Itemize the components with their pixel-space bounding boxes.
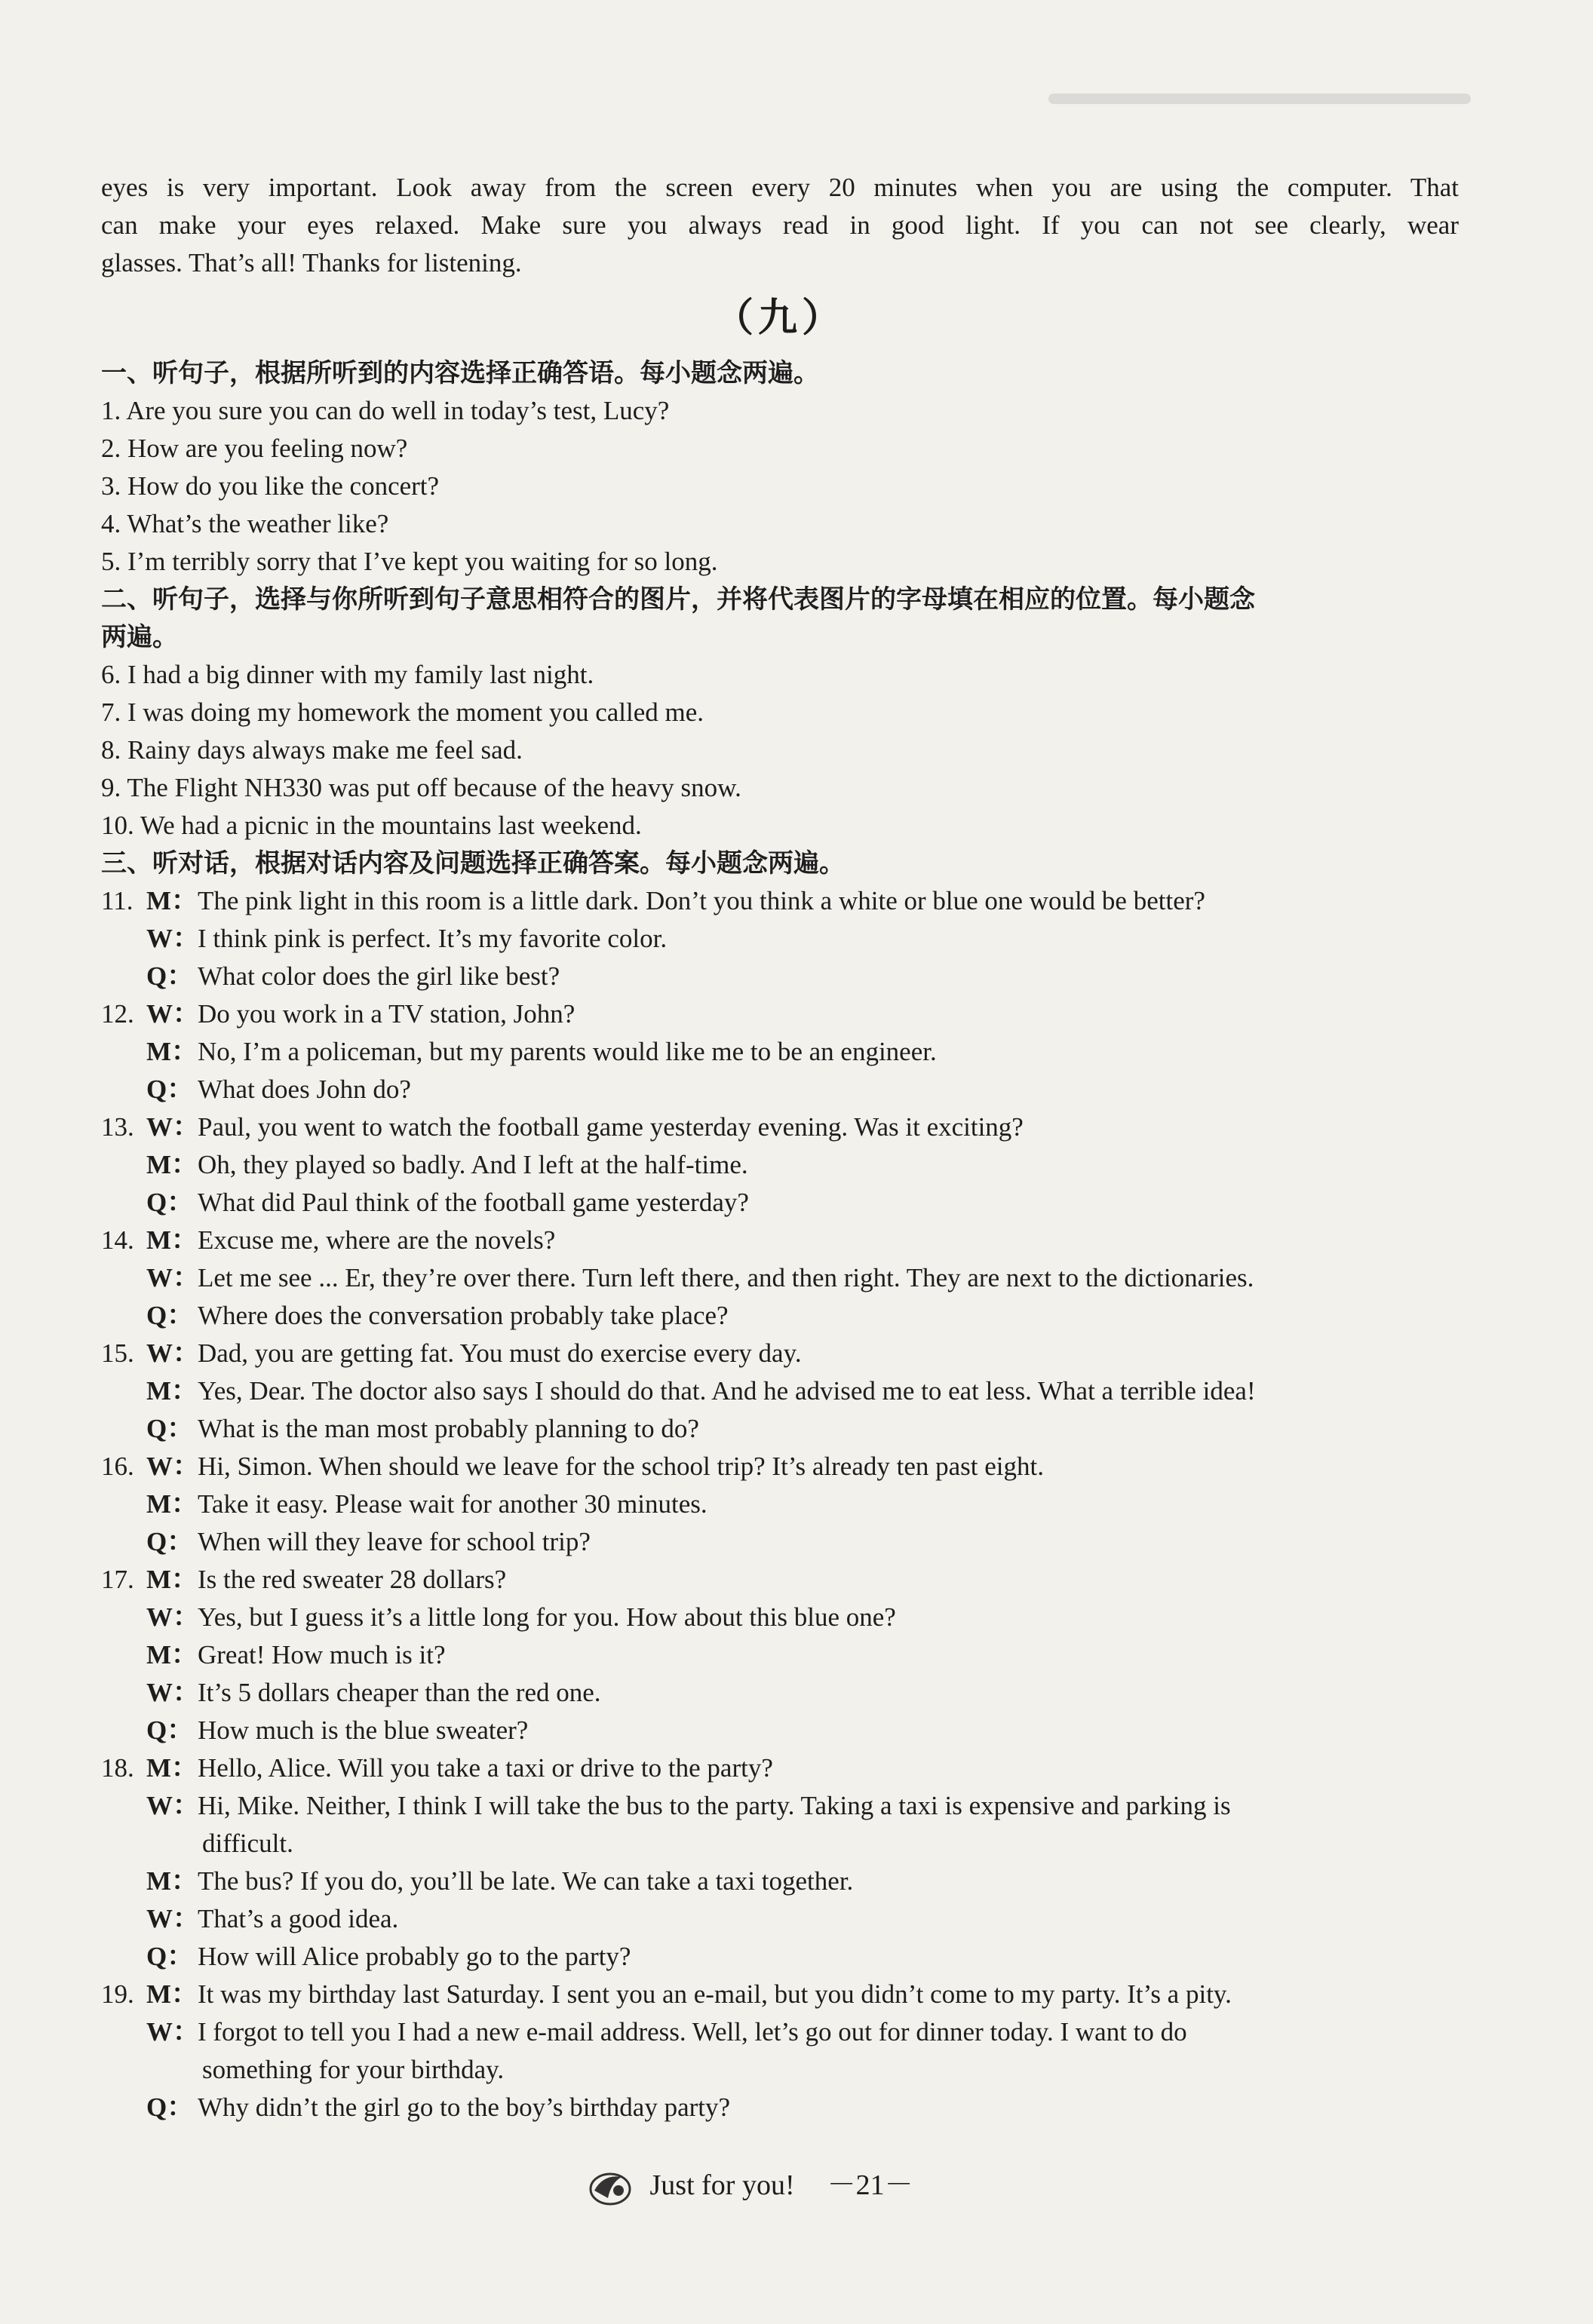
dialogue-line bbox=[101, 920, 1459, 958]
speaker-label: M： bbox=[146, 1565, 198, 1594]
dialogue-text: What color does the girl like best? bbox=[198, 961, 560, 991]
question-item: 9. The Flight NH330 was put off because of the heavy snow. bbox=[101, 773, 741, 802]
question-item: 5. I’m terribly sorry that I’ve kept you waiting for so long. bbox=[101, 547, 718, 576]
dialogue-text: Hi, Simon. When should we leave for the school trip? It’s already ten past eight. bbox=[198, 1452, 1044, 1481]
dialogue-line bbox=[101, 1674, 1459, 1712]
speaker-label: W： bbox=[146, 999, 200, 1029]
part1-list bbox=[101, 392, 1459, 581]
part3-dialogues bbox=[101, 882, 1459, 2126]
intro-line-2: can make your eyes relaxed. Make sure you always read in good light. If you can not see clearly, wear bbox=[101, 210, 1459, 240]
dialogue-text: How much is the blue sweater? bbox=[198, 1715, 529, 1745]
speaker-label: W： bbox=[146, 1263, 200, 1292]
speaker-label: M： bbox=[146, 1640, 198, 1669]
speaker-label: Q： bbox=[146, 961, 194, 991]
dialogue-text: Do you work in a TV station, John? bbox=[198, 999, 576, 1029]
speaker-label: M： bbox=[146, 1150, 198, 1179]
speaker-label: W： bbox=[146, 1452, 200, 1481]
question-number: 16. bbox=[101, 1452, 134, 1481]
part1-heading: 一、听句子，根据所听到的内容选择正确答语。每小题念两遍。 bbox=[101, 358, 819, 388]
speaker-label: M： bbox=[146, 1866, 198, 1896]
dialogue-text: It’s 5 dollars cheaper than the red one. bbox=[198, 1678, 601, 1707]
dialogue-line bbox=[101, 1372, 1459, 1410]
dialogue-line bbox=[101, 1222, 1459, 1259]
dialogue-text: It was my birthday last Saturday. I sent you an e-mail, but you didn’t come to my party. It’s a pity. bbox=[198, 1979, 1232, 2009]
page-content bbox=[101, 169, 1459, 2126]
question-item: 10. We had a picnic in the mountains last weekend. bbox=[101, 811, 642, 840]
question-number: 19. bbox=[101, 1979, 134, 2009]
dialogue-line bbox=[101, 1108, 1459, 1146]
dialogue-text: Take it easy. Please wait for another 30 minutes. bbox=[198, 1489, 707, 1519]
speaker-label: Q： bbox=[146, 1075, 194, 1104]
dialogue-line bbox=[101, 1033, 1459, 1071]
speaker-label: W： bbox=[146, 924, 200, 953]
dialogue-text: something for your birthday. bbox=[202, 2055, 505, 2084]
dialogue-line bbox=[101, 1599, 1459, 1636]
dialogue-text: What is the man most probably planning to do? bbox=[198, 1414, 699, 1443]
dialogue-line bbox=[101, 1448, 1459, 1485]
dialogue-line bbox=[101, 995, 1459, 1033]
question-number: 12. bbox=[101, 999, 134, 1029]
dialogue-line bbox=[101, 1297, 1459, 1335]
dialogue-line bbox=[101, 1900, 1459, 1938]
speaker-label: M： bbox=[146, 1225, 198, 1255]
dialogue-line bbox=[101, 1749, 1459, 1787]
dialogue-text: When will they leave for school trip? bbox=[198, 1527, 591, 1556]
question-item: 4. What’s the weather like? bbox=[101, 509, 389, 538]
speaker-label: M： bbox=[146, 886, 198, 915]
part2-heading-line2: 两遍。 bbox=[101, 622, 178, 652]
intro-line-3: glasses. That’s all! Thanks for listening. bbox=[101, 248, 522, 277]
speaker-label: W： bbox=[146, 1791, 200, 1820]
speaker-label: Q： bbox=[146, 2093, 194, 2122]
dialogue-text: The bus? If you do, you’ll be late. We can take a taxi together. bbox=[198, 1866, 854, 1896]
dialogue-text: Hello, Alice. Will you take a taxi or drive to the party? bbox=[198, 1753, 773, 1783]
dialogue-line bbox=[101, 958, 1459, 995]
dialogue-line bbox=[101, 2089, 1459, 2126]
speaker-label: W： bbox=[146, 2017, 200, 2047]
speaker-label: Q： bbox=[146, 1301, 194, 1330]
dialogue-text: Dad, you are getting fat. You must do exercise every day. bbox=[198, 1338, 802, 1368]
dialogue-line bbox=[101, 2013, 1459, 2051]
question-number: 14. bbox=[101, 1225, 134, 1255]
dialogue-text: I think pink is perfect. It’s my favorite color. bbox=[198, 924, 668, 953]
dialogue-text: Is the red sweater 28 dollars? bbox=[198, 1565, 507, 1594]
dialogue-text: Why didn’t the girl go to the boy’s birthday party? bbox=[198, 2093, 731, 2122]
dialogue-line bbox=[101, 1863, 1459, 1900]
dialogue-line bbox=[101, 1485, 1459, 1523]
dialogue-line bbox=[101, 1938, 1459, 1976]
question-number: 11. bbox=[101, 886, 134, 915]
dialogue-text: No, I’m a policeman, but my parents would like me to be an engineer. bbox=[198, 1037, 937, 1066]
section-title: （九） bbox=[714, 296, 846, 341]
part2-heading-line1: 二、听句子，选择与你所听到句子意思相符合的图片，并将代表图片的字母填在相应的位置。每小题念 bbox=[101, 584, 1255, 615]
dialogue-text: I forgot to tell you I had a new e-mail address. Well, let’s go out for dinner today. I want to do bbox=[198, 2017, 1187, 2047]
dialogue-text: Oh, they played so badly. And I left at the half-time. bbox=[198, 1150, 748, 1179]
question-item: 3. How do you like the concert? bbox=[101, 471, 440, 501]
dialogue-text: What did Paul think of the football game yesterday? bbox=[198, 1188, 749, 1217]
part2-list bbox=[101, 656, 1459, 845]
dialogue-line bbox=[101, 1071, 1459, 1108]
speaker-label: M： bbox=[146, 1037, 198, 1066]
question-number: 17. bbox=[101, 1565, 134, 1594]
dialogue-text: Let me see ... Er, they’re over there. Turn left there, and then right. They are next to the dictionaries. bbox=[198, 1263, 1254, 1292]
dialogue-text: How will Alice probably go to the party? bbox=[198, 1942, 631, 1971]
question-item: 6. I had a big dinner with my family last night. bbox=[101, 660, 594, 689]
dialogue-line bbox=[101, 1787, 1459, 1825]
dialogue-line bbox=[101, 1410, 1459, 1448]
dialogue-text: The pink light in this room is a little dark. Don’t you think a white or blue one would be better? bbox=[198, 886, 1205, 915]
dialogue-text: What does John do? bbox=[198, 1075, 411, 1104]
dialogue-line bbox=[101, 1146, 1459, 1184]
dialogue-line bbox=[101, 1636, 1459, 1674]
dialogue-text: Where does the conversation probably take place? bbox=[198, 1301, 729, 1330]
dialogue-text: Yes, Dear. The doctor also says I should do that. And he advised me to eat less. What a terrible idea! bbox=[198, 1376, 1256, 1406]
question-item: 8. Rainy days always make me feel sad. bbox=[101, 735, 523, 765]
page-number: －21－ bbox=[827, 2169, 913, 2201]
dialogue-text: difficult. bbox=[202, 1829, 293, 1858]
dialogue-text: Hi, Mike. Neither, I think I will take the bus to the party. Taking a taxi is expensive and parking is bbox=[198, 1791, 1231, 1820]
speaker-label: M： bbox=[146, 1376, 198, 1406]
dialogue-line bbox=[101, 1561, 1459, 1599]
dialogue-text: Yes, but I guess it’s a little long for you. How about this blue one? bbox=[198, 1602, 896, 1632]
speaker-label: Q： bbox=[146, 1188, 194, 1217]
speaker-label: M： bbox=[146, 1489, 198, 1519]
dialogue-line bbox=[101, 1712, 1459, 1749]
faint-watermark-stroke bbox=[1048, 84, 1471, 115]
speaker-label: Q： bbox=[146, 1527, 194, 1556]
speaker-label: Q： bbox=[146, 1715, 194, 1745]
dialogue-line bbox=[101, 882, 1459, 920]
speaker-label: M： bbox=[146, 1979, 198, 2009]
speaker-label: W： bbox=[146, 1112, 200, 1142]
dialogue-line bbox=[101, 1825, 1459, 1863]
speaker-label: Q： bbox=[146, 1942, 194, 1971]
dialogue-line bbox=[101, 1976, 1459, 2013]
question-item: 2. How are you feeling now? bbox=[101, 434, 408, 463]
dialogue-text: Excuse me, where are the novels? bbox=[198, 1225, 556, 1255]
part3-heading: 三、听对话，根据对话内容及问题选择正确答案。每小题念两遍。 bbox=[101, 848, 845, 878]
speaker-label: W： bbox=[146, 1678, 200, 1707]
question-item: 7. I was doing my homework the moment you called me. bbox=[101, 698, 704, 727]
dialogue-line bbox=[101, 1259, 1459, 1297]
dialogue-line bbox=[101, 1335, 1459, 1372]
dialogue-text: That’s a good idea. bbox=[198, 1904, 399, 1933]
publisher-logo-icon bbox=[588, 2168, 632, 2207]
dialogue-line bbox=[101, 2051, 1459, 2089]
intro-line-1: eyes is very important. Look away from the screen every 20 minutes when you are using the computer. That bbox=[101, 173, 1459, 202]
speaker-label: W： bbox=[146, 1338, 200, 1368]
speaker-label: Q： bbox=[146, 1414, 194, 1443]
speaker-label: W： bbox=[146, 1602, 200, 1632]
question-number: 18. bbox=[101, 1753, 134, 1783]
speaker-label: M： bbox=[146, 1753, 198, 1783]
footer-slogan: Just for you! bbox=[649, 2169, 795, 2201]
dialogue-text: Paul, you went to watch the football game yesterday evening. Was it exciting? bbox=[198, 1112, 1024, 1142]
question-number: 13. bbox=[101, 1112, 134, 1142]
dialogue-line bbox=[101, 1523, 1459, 1561]
page-footer bbox=[588, 2163, 913, 2208]
dialogue-line bbox=[101, 1184, 1459, 1222]
question-number: 15. bbox=[101, 1338, 134, 1368]
question-item: 1. Are you sure you can do well in today’s test, Lucy? bbox=[101, 396, 670, 425]
dialogue-text: Great! How much is it? bbox=[198, 1640, 446, 1669]
speaker-label: W： bbox=[146, 1904, 200, 1933]
